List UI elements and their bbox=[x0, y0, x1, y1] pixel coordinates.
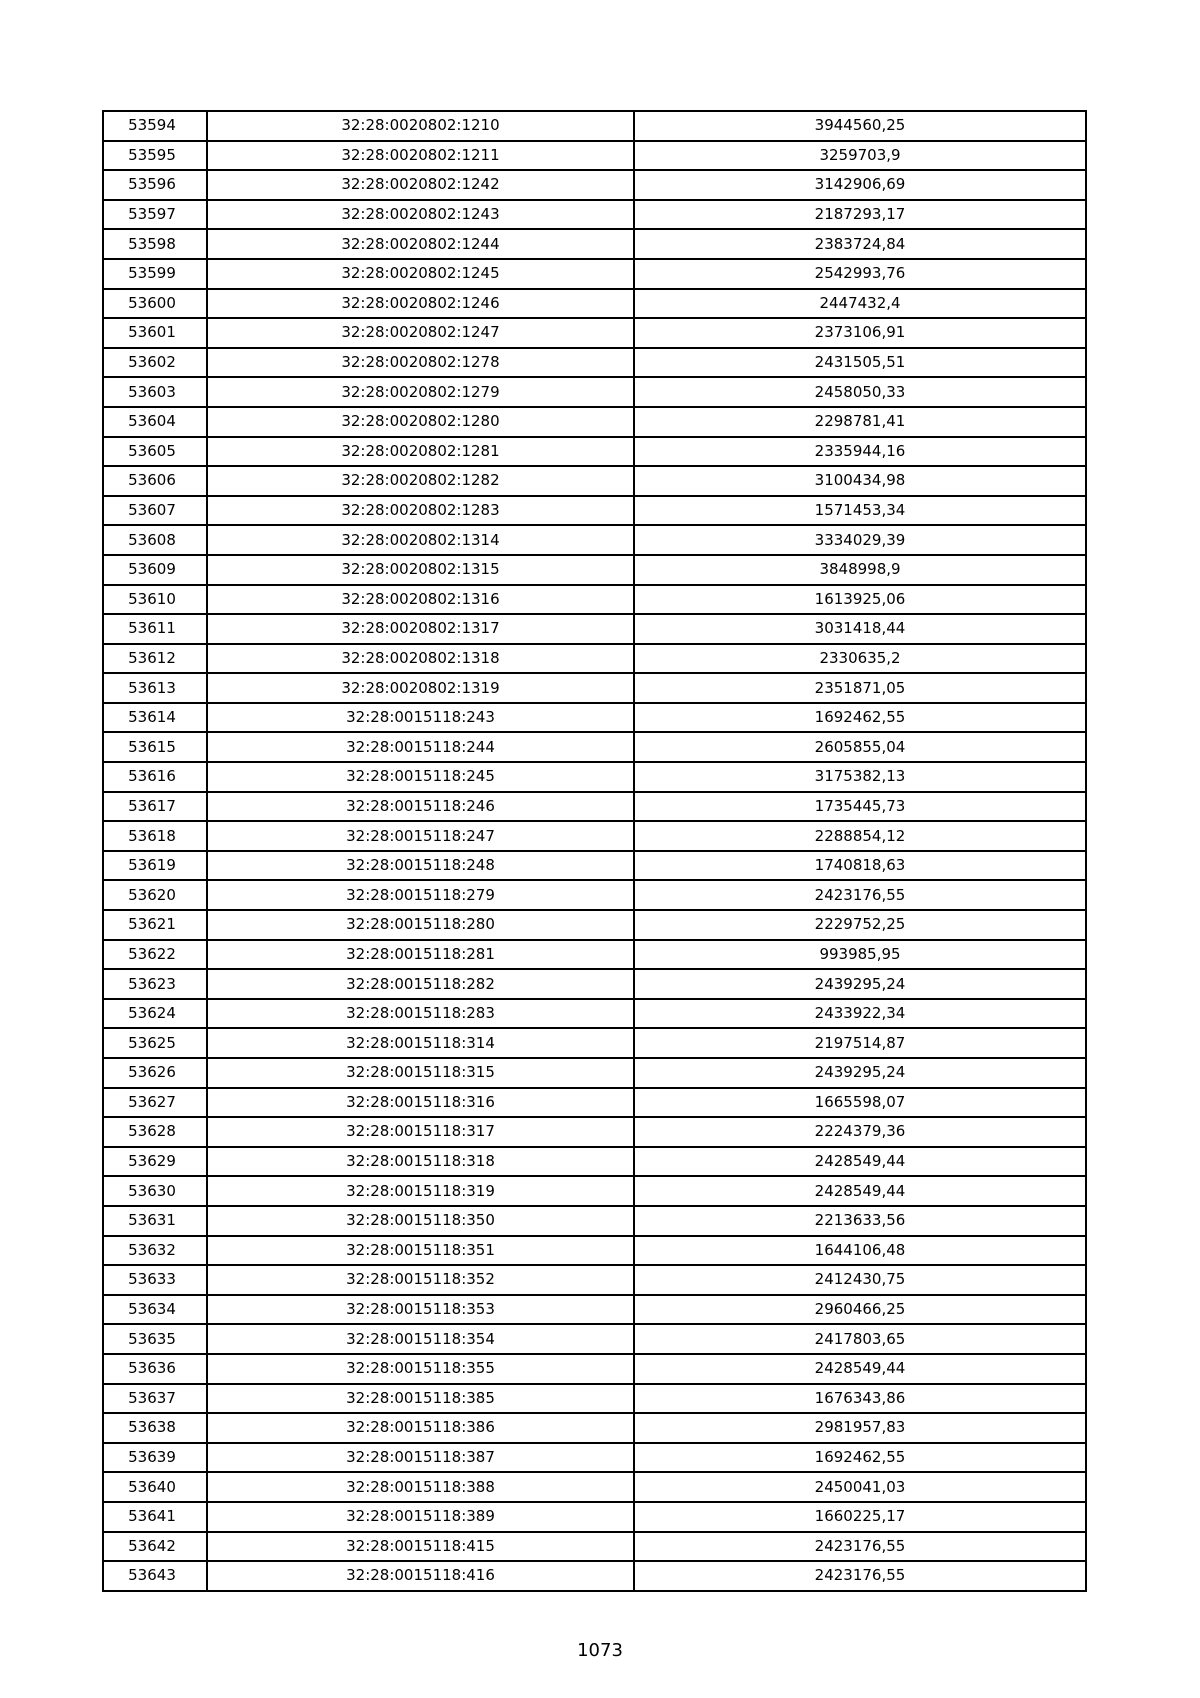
cadastral-number-cell: 32:28:0015118:280 bbox=[207, 910, 634, 940]
cadastral-number-cell: 32:28:0020802:1317 bbox=[207, 614, 634, 644]
value-cell: 2439295,24 bbox=[634, 969, 1086, 999]
cadastral-number-cell: 32:28:0015118:245 bbox=[207, 762, 634, 792]
cadastral-number-cell: 32:28:0020802:1281 bbox=[207, 437, 634, 467]
value-cell: 2450041,03 bbox=[634, 1472, 1086, 1502]
table-row bbox=[103, 496, 1086, 526]
table-row bbox=[103, 1443, 1086, 1473]
value-cell: 2412430,75 bbox=[634, 1265, 1086, 1295]
cadastral-number-cell: 32:28:0015118:352 bbox=[207, 1265, 634, 1295]
row-number-cell: 53634 bbox=[103, 1295, 207, 1325]
cadastral-number-cell: 32:28:0015118:283 bbox=[207, 999, 634, 1029]
cadastral-number-cell: 32:28:0015118:355 bbox=[207, 1354, 634, 1384]
cadastral-number-cell: 32:28:0015118:389 bbox=[207, 1502, 634, 1532]
table-row bbox=[103, 1236, 1086, 1266]
value-cell: 1676343,86 bbox=[634, 1384, 1086, 1414]
value-cell: 2351871,05 bbox=[634, 673, 1086, 703]
cadastral-number-cell: 32:28:0015118:244 bbox=[207, 732, 634, 762]
table-row bbox=[103, 555, 1086, 585]
value-cell: 2423176,55 bbox=[634, 1561, 1086, 1591]
row-number-cell: 53607 bbox=[103, 496, 207, 526]
table-row bbox=[103, 348, 1086, 378]
value-cell: 1644106,48 bbox=[634, 1236, 1086, 1266]
cadastral-number-cell: 32:28:0015118:314 bbox=[207, 1028, 634, 1058]
table-row bbox=[103, 525, 1086, 555]
value-cell: 2383724,84 bbox=[634, 229, 1086, 259]
value-cell: 1613925,06 bbox=[634, 585, 1086, 615]
row-number-cell: 53643 bbox=[103, 1561, 207, 1591]
table-row bbox=[103, 1532, 1086, 1562]
table-row bbox=[103, 1028, 1086, 1058]
cadastral-number-cell: 32:28:0015118:415 bbox=[207, 1532, 634, 1562]
table-row bbox=[103, 1384, 1086, 1414]
table-row bbox=[103, 1502, 1086, 1532]
cadastral-number-cell: 32:28:0020802:1279 bbox=[207, 377, 634, 407]
cadastral-number-cell: 32:28:0015118:351 bbox=[207, 1236, 634, 1266]
value-cell: 2423176,55 bbox=[634, 880, 1086, 910]
row-number-cell: 53637 bbox=[103, 1384, 207, 1414]
row-number-cell: 53599 bbox=[103, 259, 207, 289]
cadastral-number-cell: 32:28:0020802:1282 bbox=[207, 466, 634, 496]
table-row bbox=[103, 851, 1086, 881]
value-cell: 2298781,41 bbox=[634, 407, 1086, 437]
value-cell: 2428549,44 bbox=[634, 1147, 1086, 1177]
value-cell: 2423176,55 bbox=[634, 1532, 1086, 1562]
value-cell: 3142906,69 bbox=[634, 170, 1086, 200]
cadastral-number-cell: 32:28:0020802:1280 bbox=[207, 407, 634, 437]
cadastral-number-cell: 32:28:0015118:319 bbox=[207, 1176, 634, 1206]
row-number-cell: 53635 bbox=[103, 1324, 207, 1354]
cadastral-number-cell: 32:28:0015118:416 bbox=[207, 1561, 634, 1591]
row-number-cell: 53601 bbox=[103, 318, 207, 348]
value-cell: 2605855,04 bbox=[634, 732, 1086, 762]
cadastral-number-cell: 32:28:0015118:316 bbox=[207, 1088, 634, 1118]
table-row bbox=[103, 259, 1086, 289]
table-row bbox=[103, 1058, 1086, 1088]
table-row bbox=[103, 318, 1086, 348]
cadastral-number-cell: 32:28:0015118:387 bbox=[207, 1443, 634, 1473]
cadastral-number-cell: 32:28:0020802:1210 bbox=[207, 111, 634, 141]
cadastral-number-cell: 32:28:0015118:388 bbox=[207, 1472, 634, 1502]
table-row bbox=[103, 1265, 1086, 1295]
row-number-cell: 53627 bbox=[103, 1088, 207, 1118]
table-row bbox=[103, 1206, 1086, 1236]
row-number-cell: 53630 bbox=[103, 1176, 207, 1206]
value-cell: 1571453,34 bbox=[634, 496, 1086, 526]
row-number-cell: 53629 bbox=[103, 1147, 207, 1177]
table-row bbox=[103, 762, 1086, 792]
table-row bbox=[103, 732, 1086, 762]
value-cell: 3848998,9 bbox=[634, 555, 1086, 585]
page-number: 1073 bbox=[577, 1640, 623, 1661]
table-row bbox=[103, 1176, 1086, 1206]
value-cell: 2335944,16 bbox=[634, 437, 1086, 467]
value-cell: 2433922,34 bbox=[634, 999, 1086, 1029]
row-number-cell: 53610 bbox=[103, 585, 207, 615]
row-number-cell: 53596 bbox=[103, 170, 207, 200]
row-number-cell: 53611 bbox=[103, 614, 207, 644]
value-cell: 3259703,9 bbox=[634, 141, 1086, 171]
table-row bbox=[103, 821, 1086, 851]
value-cell: 3334029,39 bbox=[634, 525, 1086, 555]
value-cell: 2431505,51 bbox=[634, 348, 1086, 378]
value-cell: 3944560,25 bbox=[634, 111, 1086, 141]
row-number-cell: 53604 bbox=[103, 407, 207, 437]
value-cell: 3031418,44 bbox=[634, 614, 1086, 644]
value-cell: 2330635,2 bbox=[634, 644, 1086, 674]
row-number-cell: 53609 bbox=[103, 555, 207, 585]
row-number-cell: 53606 bbox=[103, 466, 207, 496]
value-cell: 2373106,91 bbox=[634, 318, 1086, 348]
value-cell: 2187293,17 bbox=[634, 200, 1086, 230]
row-number-cell: 53638 bbox=[103, 1413, 207, 1443]
table-row bbox=[103, 437, 1086, 467]
cadastral-number-cell: 32:28:0020802:1316 bbox=[207, 585, 634, 615]
cadastral-number-cell: 32:28:0020802:1242 bbox=[207, 170, 634, 200]
value-cell: 2458050,33 bbox=[634, 377, 1086, 407]
table-row bbox=[103, 792, 1086, 822]
cadastral-number-cell: 32:28:0020802:1243 bbox=[207, 200, 634, 230]
row-number-cell: 53617 bbox=[103, 792, 207, 822]
row-number-cell: 53619 bbox=[103, 851, 207, 881]
table-row bbox=[103, 969, 1086, 999]
cadastral-number-cell: 32:28:0015118:247 bbox=[207, 821, 634, 851]
row-number-cell: 53642 bbox=[103, 1532, 207, 1562]
cadastral-number-cell: 32:28:0015118:281 bbox=[207, 940, 634, 970]
cadastral-number-cell: 32:28:0020802:1315 bbox=[207, 555, 634, 585]
row-number-cell: 53623 bbox=[103, 969, 207, 999]
cadastral-number-cell: 32:28:0015118:354 bbox=[207, 1324, 634, 1354]
value-cell: 1665598,07 bbox=[634, 1088, 1086, 1118]
value-cell: 2213633,56 bbox=[634, 1206, 1086, 1236]
value-cell: 3100434,98 bbox=[634, 466, 1086, 496]
value-cell: 1692462,55 bbox=[634, 1443, 1086, 1473]
row-number-cell: 53597 bbox=[103, 200, 207, 230]
row-number-cell: 53631 bbox=[103, 1206, 207, 1236]
registry-table-body bbox=[103, 111, 1086, 1591]
cadastral-number-cell: 32:28:0015118:282 bbox=[207, 969, 634, 999]
cadastral-number-cell: 32:28:0015118:353 bbox=[207, 1295, 634, 1325]
cadastral-number-cell: 32:28:0015118:318 bbox=[207, 1147, 634, 1177]
cadastral-number-cell: 32:28:0015118:317 bbox=[207, 1117, 634, 1147]
cadastral-number-cell: 32:28:0015118:246 bbox=[207, 792, 634, 822]
row-number-cell: 53612 bbox=[103, 644, 207, 674]
value-cell: 2229752,25 bbox=[634, 910, 1086, 940]
value-cell: 2428549,44 bbox=[634, 1176, 1086, 1206]
cadastral-number-cell: 32:28:0015118:385 bbox=[207, 1384, 634, 1414]
value-cell: 993985,95 bbox=[634, 940, 1086, 970]
row-number-cell: 53625 bbox=[103, 1028, 207, 1058]
table-row bbox=[103, 1147, 1086, 1177]
table-row bbox=[103, 614, 1086, 644]
row-number-cell: 53636 bbox=[103, 1354, 207, 1384]
registry-table bbox=[102, 110, 1087, 1592]
table-row bbox=[103, 141, 1086, 171]
row-number-cell: 53615 bbox=[103, 732, 207, 762]
table-row bbox=[103, 644, 1086, 674]
row-number-cell: 53603 bbox=[103, 377, 207, 407]
table-row bbox=[103, 1088, 1086, 1118]
cadastral-number-cell: 32:28:0015118:386 bbox=[207, 1413, 634, 1443]
value-cell: 2447432,4 bbox=[634, 289, 1086, 319]
row-number-cell: 53595 bbox=[103, 141, 207, 171]
row-number-cell: 53639 bbox=[103, 1443, 207, 1473]
row-number-cell: 53608 bbox=[103, 525, 207, 555]
table-row bbox=[103, 910, 1086, 940]
table-row bbox=[103, 1117, 1086, 1147]
value-cell: 1740818,63 bbox=[634, 851, 1086, 881]
table-row bbox=[103, 377, 1086, 407]
cadastral-number-cell: 32:28:0020802:1247 bbox=[207, 318, 634, 348]
value-cell: 2197514,87 bbox=[634, 1028, 1086, 1058]
row-number-cell: 53640 bbox=[103, 1472, 207, 1502]
row-number-cell: 53613 bbox=[103, 673, 207, 703]
cadastral-number-cell: 32:28:0015118:248 bbox=[207, 851, 634, 881]
row-number-cell: 53616 bbox=[103, 762, 207, 792]
table-row bbox=[103, 673, 1086, 703]
value-cell: 1660225,17 bbox=[634, 1502, 1086, 1532]
value-cell: 2428549,44 bbox=[634, 1354, 1086, 1384]
row-number-cell: 53602 bbox=[103, 348, 207, 378]
table-row bbox=[103, 999, 1086, 1029]
cadastral-number-cell: 32:28:0020802:1319 bbox=[207, 673, 634, 703]
row-number-cell: 53614 bbox=[103, 703, 207, 733]
row-number-cell: 53622 bbox=[103, 940, 207, 970]
table-row bbox=[103, 1413, 1086, 1443]
table-row bbox=[103, 1472, 1086, 1502]
row-number-cell: 53620 bbox=[103, 880, 207, 910]
cadastral-number-cell: 32:28:0020802:1314 bbox=[207, 525, 634, 555]
row-number-cell: 53598 bbox=[103, 229, 207, 259]
cadastral-number-cell: 32:28:0020802:1245 bbox=[207, 259, 634, 289]
row-number-cell: 53633 bbox=[103, 1265, 207, 1295]
table-row bbox=[103, 466, 1086, 496]
row-number-cell: 53594 bbox=[103, 111, 207, 141]
value-cell: 2417803,65 bbox=[634, 1324, 1086, 1354]
table-row bbox=[103, 170, 1086, 200]
value-cell: 2224379,36 bbox=[634, 1117, 1086, 1147]
table-row bbox=[103, 1354, 1086, 1384]
value-cell: 2960466,25 bbox=[634, 1295, 1086, 1325]
table-row bbox=[103, 703, 1086, 733]
table-row bbox=[103, 289, 1086, 319]
row-number-cell: 53605 bbox=[103, 437, 207, 467]
row-number-cell: 53600 bbox=[103, 289, 207, 319]
row-number-cell: 53632 bbox=[103, 1236, 207, 1266]
row-number-cell: 53628 bbox=[103, 1117, 207, 1147]
value-cell: 2981957,83 bbox=[634, 1413, 1086, 1443]
value-cell: 2439295,24 bbox=[634, 1058, 1086, 1088]
cadastral-number-cell: 32:28:0020802:1283 bbox=[207, 496, 634, 526]
value-cell: 2542993,76 bbox=[634, 259, 1086, 289]
table-row bbox=[103, 229, 1086, 259]
table-row bbox=[103, 111, 1086, 141]
cadastral-number-cell: 32:28:0020802:1211 bbox=[207, 141, 634, 171]
cadastral-number-cell: 32:28:0020802:1244 bbox=[207, 229, 634, 259]
table-row bbox=[103, 940, 1086, 970]
cadastral-number-cell: 32:28:0015118:350 bbox=[207, 1206, 634, 1236]
value-cell: 2288854,12 bbox=[634, 821, 1086, 851]
row-number-cell: 53621 bbox=[103, 910, 207, 940]
table-row bbox=[103, 1561, 1086, 1591]
cadastral-number-cell: 32:28:0020802:1278 bbox=[207, 348, 634, 378]
table-row bbox=[103, 1324, 1086, 1354]
table-row bbox=[103, 407, 1086, 437]
table-row bbox=[103, 880, 1086, 910]
value-cell: 3175382,13 bbox=[634, 762, 1086, 792]
cadastral-number-cell: 32:28:0015118:243 bbox=[207, 703, 634, 733]
cadastral-number-cell: 32:28:0015118:315 bbox=[207, 1058, 634, 1088]
value-cell: 1692462,55 bbox=[634, 703, 1086, 733]
row-number-cell: 53624 bbox=[103, 999, 207, 1029]
value-cell: 1735445,73 bbox=[634, 792, 1086, 822]
cadastral-number-cell: 32:28:0015118:279 bbox=[207, 880, 634, 910]
cadastral-number-cell: 32:28:0020802:1246 bbox=[207, 289, 634, 319]
row-number-cell: 53641 bbox=[103, 1502, 207, 1532]
cadastral-number-cell: 32:28:0020802:1318 bbox=[207, 644, 634, 674]
table-row bbox=[103, 585, 1086, 615]
table-row bbox=[103, 200, 1086, 230]
row-number-cell: 53618 bbox=[103, 821, 207, 851]
table-row bbox=[103, 1295, 1086, 1325]
row-number-cell: 53626 bbox=[103, 1058, 207, 1088]
